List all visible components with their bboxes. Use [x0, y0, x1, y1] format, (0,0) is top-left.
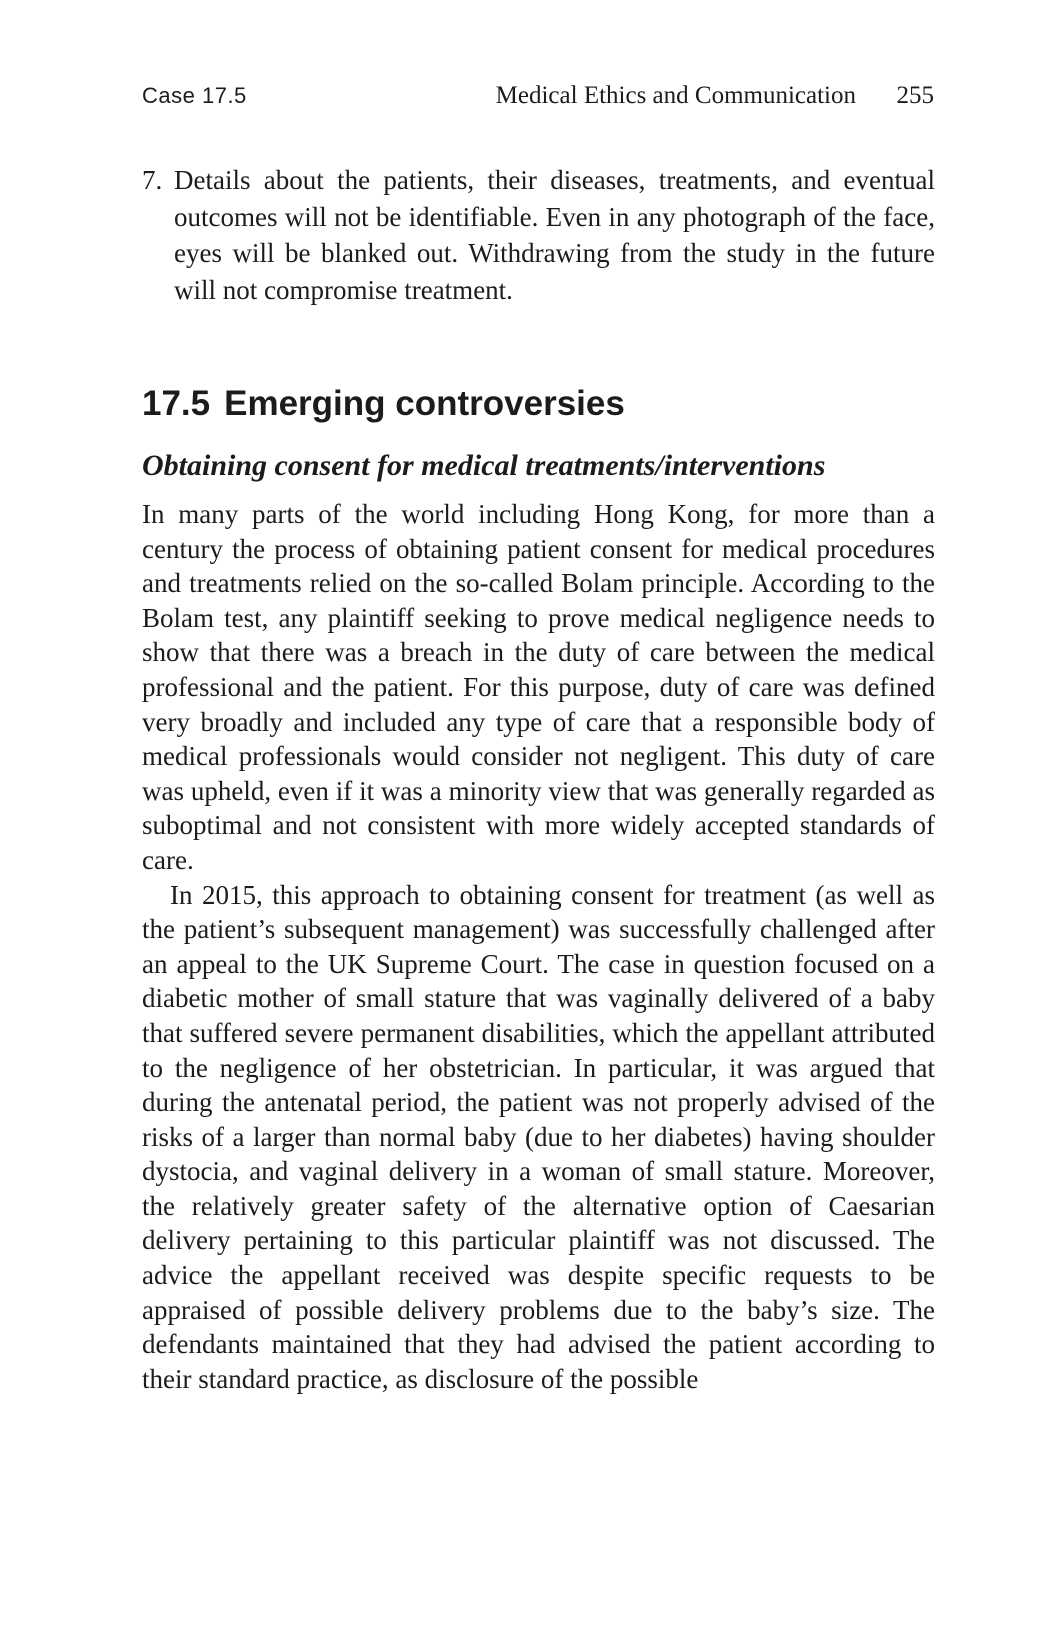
numbered-list-item	[142, 162, 935, 308]
body-text	[142, 497, 935, 1396]
subsection-heading: Obtaining consent for medical treatments/interventions	[142, 449, 826, 482]
page-number: 255	[896, 82, 934, 109]
book-title: Medical Ethics and Communication	[495, 82, 856, 109]
section-title: Emerging controversies	[224, 384, 625, 423]
section-heading	[142, 382, 935, 426]
paragraph: In 2015, this approach to obtaining consent for treatment (as well as the patient’s subsequent management) was successfully challenged after an appeal to the UK Supreme Court. The case in question focused on a diabetic mother of small stature that was vaginally delivered of a baby that suffered severe permanent disabilities, which the appellant attributed to the negligence of her obstetrician. In particular, it was argued that during the antenatal period, the patient was not properly advised of the risks of a larger than normal baby (due to her diabetes) having shoulder dystocia, and vaginal delivery in a woman of small stature. Moreover, the relatively greater safety of the alternative option of Caesarian delivery pertaining to this particular plaintiff was not discussed. The advice the appellant received was despite specific requests to be appraised of possible delivery problems due to the baby’s size. The defendants maintained that they had advised the patient according to their standard practice, as disclosure of the possible	[142, 879, 935, 1394]
section-number: 17.5	[142, 384, 211, 423]
list-item-text: Details about the patients, their diseases, treatments, and eventual outcomes will not be identifiable. Even in any photograph of the face, eyes will be blanked out. Withdrawing from the study in the future will not compromise treatment.	[174, 165, 935, 305]
case-label: Case 17.5	[142, 83, 247, 108]
paragraph: In many parts of the world including Hong Kong, for more than a century the process of obtaining patient consent for medical procedures and treatments relied on the so-called Bolam principle. According to the Bolam test, any plaintiff seeking to prove medical negligence needs to show that there was a breach in the duty of care between the medical professional and the patient. For this purpose, duty of care was defined very broadly and included any type of care that a responsible body of medical professionals would consider not negligent. This duty of care was upheld, even if it was a minority view that was generally regarded as suboptimal and not consistent with more widely accepted standards of care.	[142, 499, 935, 875]
list-item-number: 7.	[142, 165, 163, 195]
